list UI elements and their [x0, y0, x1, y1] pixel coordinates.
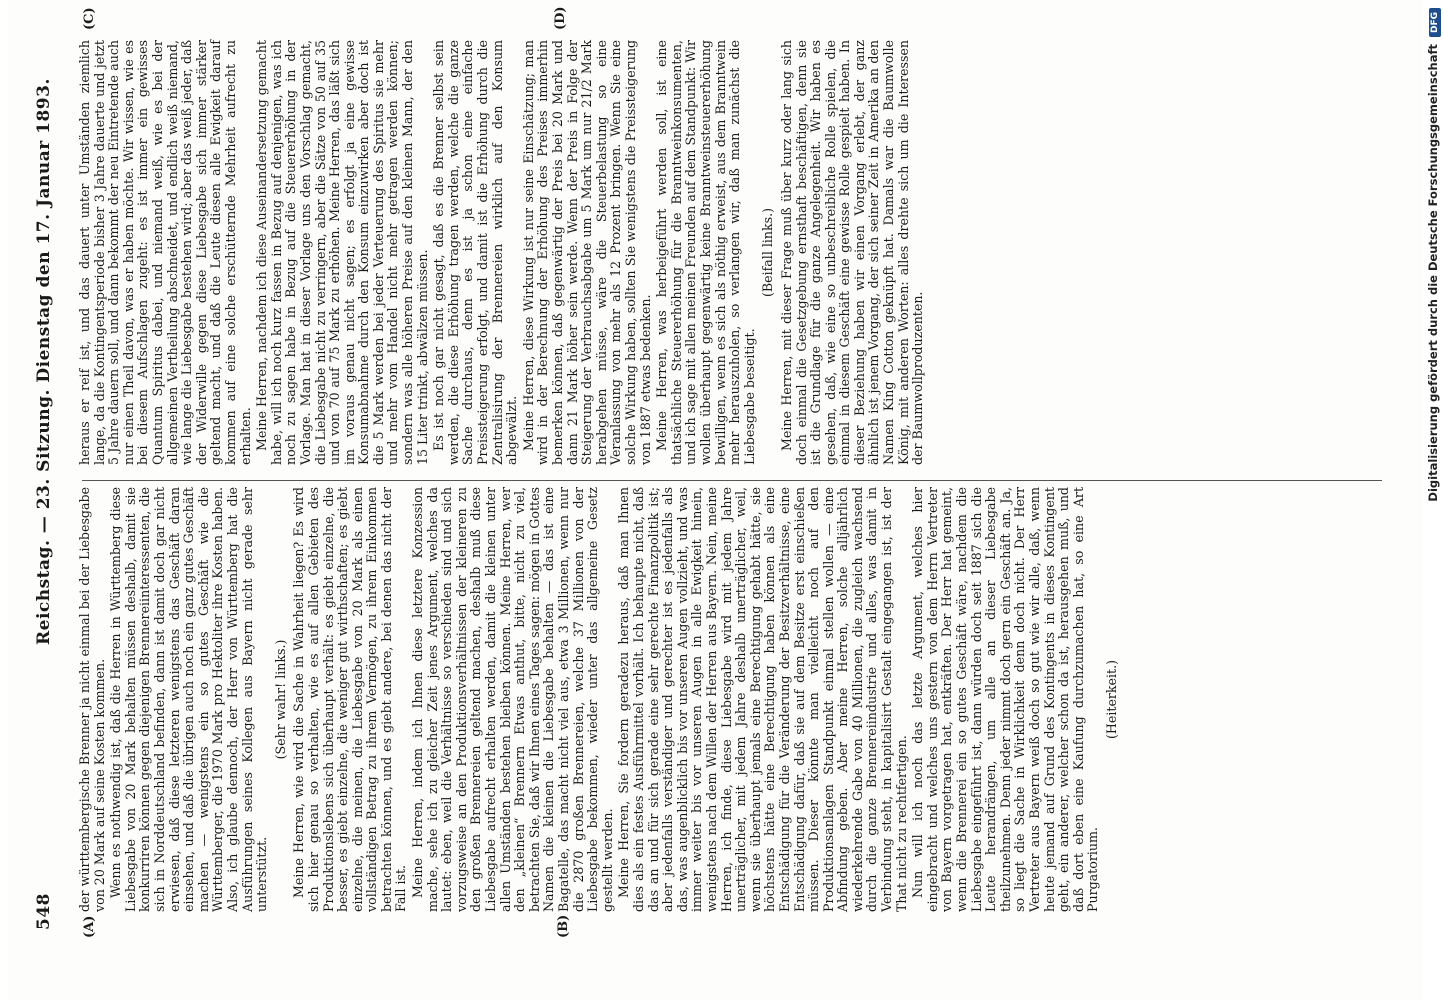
margin-marker-c: (C) [82, 7, 97, 30]
interjection: (Heiterkeit.) [1103, 660, 1119, 739]
paragraph: Meine Herren, wie wird die Sache in Wahrheit liegen? Es wird sich hier genau so verhalten, wie es auf allen Gebieten des Produktionslebens sich überhaupt verhält: es giebt einzelne, die besser, es giebt einzelne, die weniger gut wirthschaften; es giebt einzelne, die meinen, die Liebesgabe von 20 Mark als einen vollständigen Betrag zu ihrem Vermögen, zu ihrem Einkommen betrachten können, und es giebt andere, bei denen das nicht der Fall ist. [291, 487, 409, 912]
interjection: (Sehr wahr! links.) [272, 639, 288, 760]
right-text-column [78, 40, 1408, 465]
paragraph: der württembergische Brenner ja nicht einmal bei der Liebesgabe von 20 Mark auf seine Kosten kommen. [77, 487, 107, 912]
margin-marker-d: (D) [553, 6, 568, 30]
paragraph: heraus er reif ist, und das dauert unter Umständen ziemlich lange, da die Kontingentsperiode bisher 3 Jahre dauerte und jetzt 5 Jahre dauern soll, und dann bekommt der neu Eintretende auch nur einen Theil davon, was er haben möchte. Wir wissen, wie es bei diesem Aufschlagen zugeht: es ist immer ein gewisses Quantum Spiritus dabei, und niemand weiß, wie es bei der allgemeinen Vertheilung abschneidet, und endlich weiß niemand, wie lange die Liebesgabe bestehen wird; aber das weiß jeder, daß der Widerwille gegen diese Liebesgabe sich immer stärker geltend macht, und daß die Leute diesen alle Ewigkeit darauf kommen auf eine solche erschütternde Mehrheit aufrecht zu erhalten. [77, 40, 253, 465]
paragraph: Meine Herren, nachdem ich diese Auseinandersetzung gemacht habe, will ich noch kurz fassen in Bezug auf denjenigen, was ich noch zu sagen habe in Bezug auf die Steuererhöhung in der Vorlage. Man hat in dieser Vorlage uns den Vorschlag gemacht, die Liebesgabe nicht zu verringern, aber die Sätze von 50 auf 35 und von 70 auf 75 Mark zu erhöhen. Meine Herren, das läßt sich im voraus genau nicht sagen; es erfolgt ja eine gewisse Konsumabnahme durch den Konsum einzuwirken aber doch ist die 5 Mark werden bei jeder Verteuerung des Spiritus sie mehr und mehr vom Handel nicht mehr getragen werden können; sondern was alle höheren Preise auf den kleinen Mann, der den 15 Liter trinkt, abwälzen müssen. [254, 40, 430, 465]
document-page [8, 0, 1440, 1000]
page-header [26, 35, 66, 930]
paragraph: Meine Herren, was herbeigeführt werden soll, ist eine thatsächliche Steuererhöhung für die Branntweinkonsumenten, und ich sage mit allen meinen Freunden auf dem Standpunkt: Wir wollen überhaupt gegenwärtig keine Branntweinsteuererhöhung bewilligen, wenn es sich als nöthig erweist, aus dem Branntwein mehr herauszuholen, so verlangen wir, daß man zunächst die Liebesgabe beseitigt. [654, 40, 757, 465]
paragraph: Nun will ich noch das letzte Argument, welches hier eingebracht und welches uns gestern von dem Herrn Vertreter von Bayern vorgetragen hat, entkräften. Der Herr hat gemeint, wenn die Brennerei ein so gutes Geschäft wäre, nachdem die Liebesgabe eingeführt ist, dann würden doch seit 1887 sich die Leute herandrängen, um alle an dieser Liebesgabe theilzunehmen. Denn jeder nimmt doch gern ein Geschäft an. Ja, so liegt die Sache in Wirklichkeit denn doch nicht. Der Herr Vertreter aus Bayern weiß doch so gut wie wir alle, daß, wenn heute jemand auf Grund des Kontingents in dieses Kontingent geht, ein anderer, welcher schon da ist, herausgehen muß, und daß dort eben eine Kaufung durchzumachen hat, so eine Art Purgatorium. [910, 487, 1101, 912]
paragraph: Meine Herren, mit dieser Frage muß über kurz oder lang sich doch einmal die Gesetzgebung ernsthaft beschäftigen, denn sie ist die Grundlage für die ganze Angelegenheit. Wir haben es gesehen, daß, wie eine so unbeschreibliche Rolle spielen, die einmal in diesem Geschäft eine gewisse Rolle gespielt haben. In dieser Beziehung haben wir einen Vorgang erlebt, der ganz ähnlich ist jenem Vorgang, der sich seiner Zeit in Amerika an den Namen King Cotton geknüpft hat. Damals war die Baumwolle König, mit anderen Worten: alles drehte sich um die Interessen der Baumwollproduzenten. [778, 40, 926, 465]
column-divider [82, 480, 1382, 481]
page-number: 548 [34, 893, 54, 930]
paragraph: Wenn es nothwendig ist, daß die Herren in Württemberg diese Liebesgabe von 20 Mark behalten müssen deshalb, damit sie konkurriren können gegen diejenigen Brennereiinteressenten, die sich in Norddeutschland befinden, dann ist damit doch gar nicht erwiesen, daß diese letzteren wenigstens das Geschäft daran einsehen, und daß die übrigen auch noch ein ganz gutes Geschäft machen — wenigstens ein so gutes Geschäft wie die Württemberger, die 1970 Mark pro Hektoliter ihre Kosten haben. Also, ich glaube dennoch, der Herr von Württemberg hat die Ausführungen seines Kollegen aus Bayern nicht gerade sehr unterstützt. [108, 487, 270, 912]
paragraph: Es ist noch gar nicht gesagt, daß es die Brenner selbst sein werden, die diese Erhöhung tragen werden, welche die ganze Sache durchaus, denn es ist ja schon eine einfache Preissteigerung erfolgt, und damit ist die Erhöhung durch die Zentralisirung der Brennereien wirklich auf den Konsum abgewälzt. [431, 40, 520, 465]
paragraph: Meine Herren, Sie fordern geradezu heraus, daß man Ihnen dies als ein festes Ausführmittel vorhält. Ich behaupte nicht, daß das an und für sich gerade eine sehr gerechte Finanzpolitik ist; aber jedenfalls verständiger und gerechter ist es jedenfalls als das, was augenblicklich bis vor unseren Augen vollzieht, und was immer weiter bis vor unseren Augen in alle Ewigkeit hinein, wenigstens nach dem Willen der Herren aus Bayern. Nein, meine Herren, ich finde, diese Liebesgabe wird mit jedem Jahre unerträglicher, mit jedem Jahre deshalb unerträglicher, weil, wenn sie überhaupt jemals eine Berechtigung gehabt hätte, sie höchstens hätte eine Berechtigung haben können als eine Entschädigung für die Veränderung der Besitzverhältnisse, eine Entschädigung dafür, daß sie auf dem Besitze erst einschießen müssen. Dieser könnte man vielleicht noch auf den Produktionsanlagen Standpunkt einmal stellen wollen — eine Abfindung geben. Aber meine Herren, solche alljährlich wiederkehrende Gabe von 40 Millionen, die zugleich wachsend durch die ganze Brennereiindustrie und alles, was damit in Verbindung steht, in kapitalisirt Gestalt eingegangen ist, ist der That nicht zu rechtfertigen. [616, 487, 909, 912]
credit-text: Digitalisierung gefördert durch die Deutsche Forschungsgemeinschaft [1426, 44, 1440, 502]
interjection: (Beifall links.) [760, 207, 776, 298]
left-text-column [78, 487, 1408, 912]
paragraph: Meine Herren, diese Wirkung ist nur seine Einschätzung; man wird in der Berechnung der Erhöhung des Preises immerhin bemerken können, daß gegenwärtig der Preis bei 20 Mark und dann 21 Mark höher sein werde. Wenn der Preis in Folge der Steigerung der Verbrauchsabgabe um 5 Mark um nur 21/2 Mark herabgehen müsse, wäre die Steuerbelastung so eine Veranlassung von mehr als 12 Prozent bringen. Wenn Sie eine solche Wirkung haben, sollten Sie wenigstens die Preissteigerung von 1887 etwas bedenken. [520, 40, 653, 465]
margin-marker-a: (A) [82, 915, 97, 938]
dfg-logo: DFG [1429, 8, 1441, 37]
digitization-credit [1426, 0, 1444, 1000]
page-title: Reichstag. — 23. Sitzung. Dienstag den 17. Januar 1893. [34, 78, 54, 645]
margin-marker-b: (B) [556, 914, 571, 938]
paragraph: Meine Herren, indem ich Ihnen diese letztere Konzession mache, sehe ich zu gleicher Zeit jenes Argument, welches da lautet: eben, weil die Verhältnisse so verschieden sind und sich vorzugsweise an den Produktionsverhältnissen der kleineren zu den großen Brennereien geltend machen, deshalb muß diese Liebesgabe aufrecht erhalten werden, damit die kleinen unter allen Umständen bestehen bleiben können. Meine Herren, wer den „kleinen“ Brennern Etwas anthut, bitte, nicht zu viel, betrachten Sie, daß wir Ihnen eines Tages sagen: mögen in Gottes Namen die kleinen die Liebesgabe behalten — das ist eine Bagatelle, das macht nicht viel aus, etwa 3 Millionen, wenn nur die 2870 großen Brennereien, welche 37 Millionen von der Liebesgabe bekommen, wieder unter das allgemeine Gesetz gestellt werden. [410, 487, 615, 912]
